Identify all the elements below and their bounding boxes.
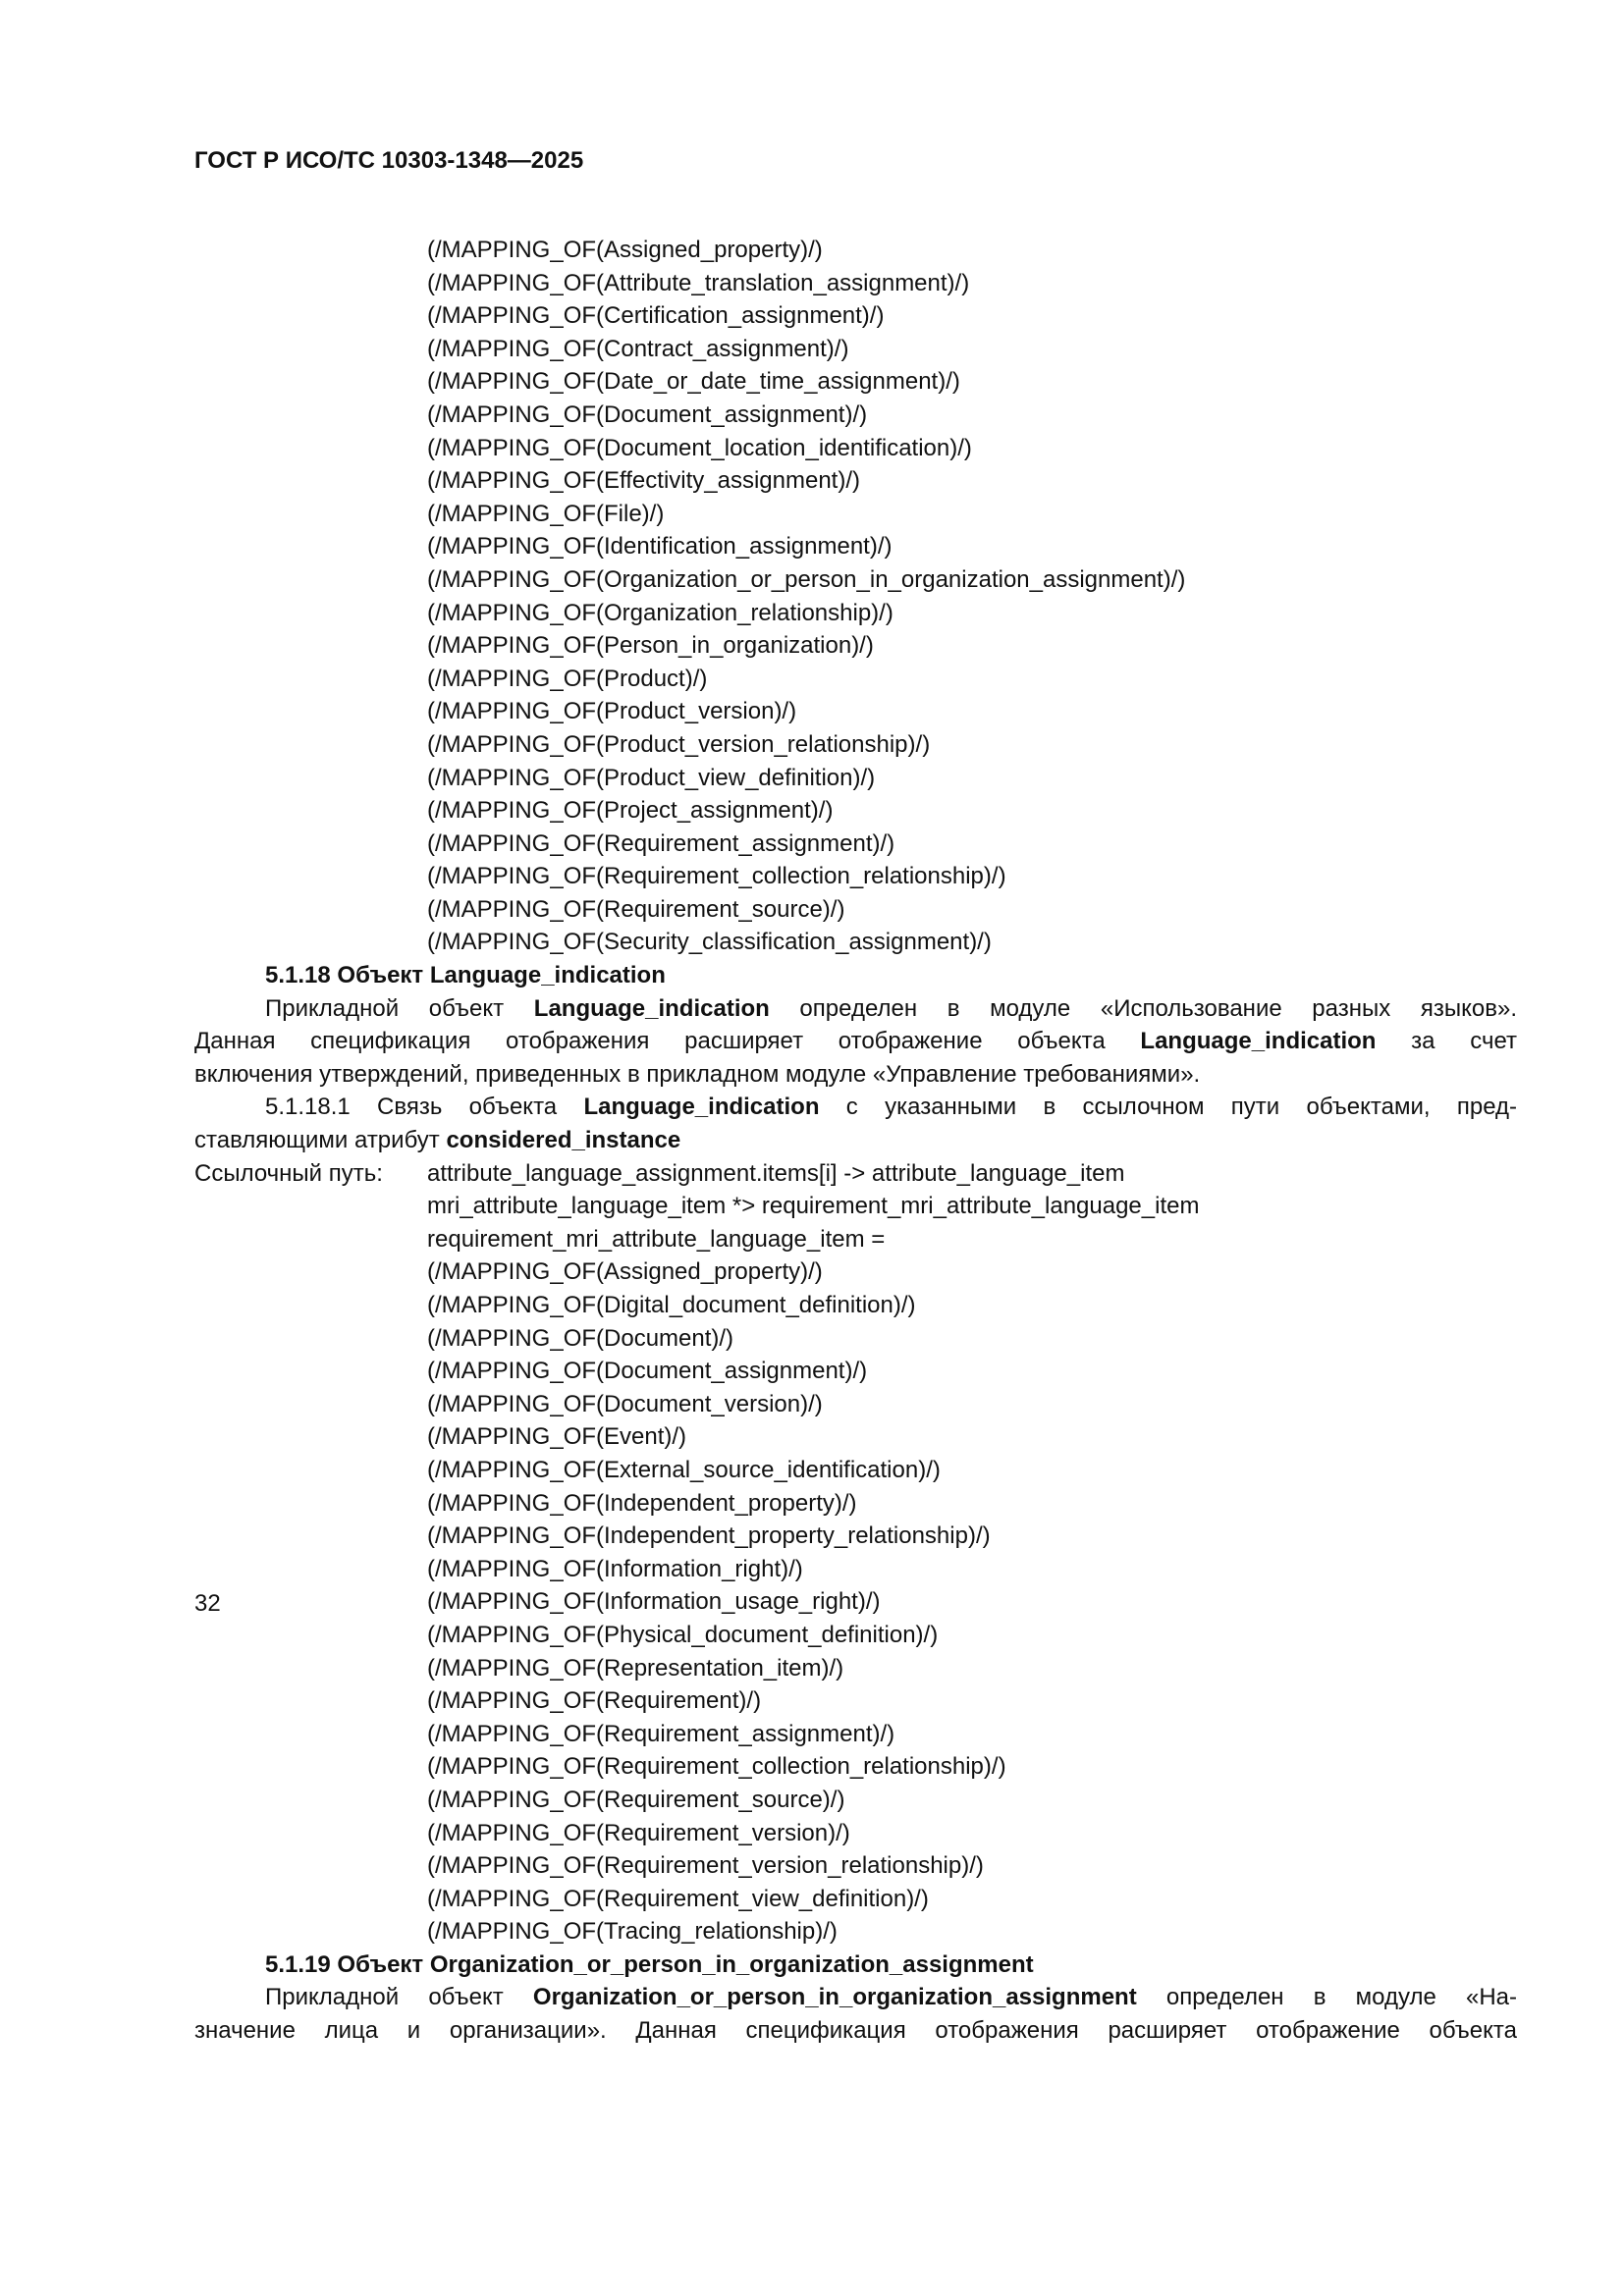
mapping-line: (/MAPPING_OF(Requirement_collection_relationship)/) xyxy=(427,1753,1006,1781)
reference-path-text: attribute_language_assignment.items[i] -> attribute_language_item xyxy=(427,1159,1125,1187)
mapping-line: (/MAPPING_OF(External_source_identification)/) xyxy=(427,1456,941,1483)
mapping-line: (/MAPPING_OF(Independent_property_relationship)/) xyxy=(427,1522,991,1550)
text-run: Прикладной объект xyxy=(265,1984,533,2011)
mapping-line: (/MAPPING_OF(Requirement_view_definition)/) xyxy=(427,1885,929,1912)
text-run: с указанными в ссылочном пути объектами, пред- xyxy=(819,1094,1517,1121)
text-run: 5.1.18.1 Связь объекта xyxy=(265,1094,584,1121)
paragraph-line xyxy=(194,1091,1517,1124)
mapping-line: (/MAPPING_OF(Digital_document_definition)/) xyxy=(427,1292,916,1318)
reference-path-line: mri_attribute_language_item *> requirement_mri_attribute_language_item xyxy=(427,1193,1200,1220)
bold-term: considered_instance xyxy=(446,1127,681,1154)
mapping-line: (/MAPPING_OF(Physical_document_definition)/) xyxy=(427,1621,939,1648)
section-heading: 5.1.19 Объект Organization_or_person_in_organization_assignment xyxy=(265,1950,1034,1978)
mapping-line: (/MAPPING_OF(Assigned_property)/) xyxy=(427,1258,823,1286)
paragraph-line xyxy=(194,1025,1517,1058)
text-run: за счет xyxy=(1376,1028,1517,1055)
mapping-line: (/MAPPING_OF(Product_version)/) xyxy=(427,698,797,725)
mapping-line: (/MAPPING_OF(Security_classification_assignment)/) xyxy=(427,929,992,956)
paragraph-line xyxy=(194,2014,1517,2048)
text-run: определен в модуле «На- xyxy=(1136,1984,1517,2011)
mapping-line: (/MAPPING_OF(Product)/) xyxy=(427,665,708,692)
bold-term: Language_indication xyxy=(533,994,770,1022)
paragraph-line xyxy=(194,992,1517,1026)
text-run: значение лица и организации». Данная спецификация отображения расширяет отображение объекта xyxy=(194,2017,1517,2045)
mapping-line: (/MAPPING_OF(Document_location_identification)/) xyxy=(427,434,972,461)
mapping-line: (/MAPPING_OF(Attribute_translation_assignment)/) xyxy=(427,269,970,296)
document-header: ГОСТ Р ИСО/ТС 10303-1348—2025 xyxy=(194,147,584,174)
mapping-line: (/MAPPING_OF(Organization_or_person_in_organization_assignment)/) xyxy=(427,565,1186,593)
page-number: 32 xyxy=(194,1590,221,1617)
bold-term: Language_indication xyxy=(583,1094,820,1121)
mapping-line: (/MAPPING_OF(Organization_relationship)/) xyxy=(427,599,893,626)
mapping-line: (/MAPPING_OF(Certification_assignment)/) xyxy=(427,302,885,330)
text-run: определен в модуле «Использование разных языков». xyxy=(769,994,1517,1022)
mapping-line: (/MAPPING_OF(Effectivity_assignment)/) xyxy=(427,467,860,495)
mapping-line: (/MAPPING_OF(Product_version_relationship)/) xyxy=(427,730,931,758)
mapping-line: (/MAPPING_OF(Document_assignment)/) xyxy=(427,1358,868,1385)
mapping-line: (/MAPPING_OF(Assigned_property)/) xyxy=(427,237,823,263)
reference-path-line: requirement_mri_attribute_language_item = xyxy=(427,1225,886,1253)
mapping-line: (/MAPPING_OF(Event)/) xyxy=(427,1423,687,1451)
paragraph-line xyxy=(194,1124,1517,1157)
section-heading: 5.1.18 Объект Language_indication xyxy=(265,962,666,989)
mapping-line: (/MAPPING_OF(Person_in_organization)/) xyxy=(427,632,874,660)
mapping-line: (/MAPPING_OF(Information_usage_right)/) xyxy=(427,1588,881,1616)
mapping-line: (/MAPPING_OF(Contract_assignment)/) xyxy=(427,335,849,362)
mapping-line: (/MAPPING_OF(Document_version)/) xyxy=(427,1390,823,1417)
mapping-line: (/MAPPING_OF(Project_assignment)/) xyxy=(427,797,834,825)
reference-path-label: Ссылочный путь: xyxy=(194,1159,383,1187)
text-run: Прикладной объект xyxy=(265,994,534,1022)
reference-path-line xyxy=(194,1157,1517,1191)
mapping-line: (/MAPPING_OF(Requirement_version)/) xyxy=(427,1819,850,1846)
mapping-line: (/MAPPING_OF(Product_view_definition)/) xyxy=(427,764,876,791)
mapping-line: (/MAPPING_OF(Requirement_source)/) xyxy=(427,895,845,923)
text-run: Данная спецификация отображения расширяет отображение объекта xyxy=(194,1028,1141,1055)
mapping-line: (/MAPPING_OF(Requirement_version_relationship)/) xyxy=(427,1852,984,1880)
document-body xyxy=(194,234,1517,2048)
mapping-line: (/MAPPING_OF(Tracing_relationship)/) xyxy=(427,1918,838,1946)
mapping-line: (/MAPPING_OF(Identification_assignment)/) xyxy=(427,533,893,561)
text-run: включения утверждений, приведенных в прикладном модуле «Управление требованиями». xyxy=(194,1060,1201,1088)
mapping-line: (/MAPPING_OF(Independent_property)/) xyxy=(427,1489,857,1517)
mapping-line: (/MAPPING_OF(Document)/) xyxy=(427,1324,734,1352)
text-run: ставляющими атрибут xyxy=(194,1127,447,1154)
mapping-line: (/MAPPING_OF(Information_right)/) xyxy=(427,1555,803,1582)
mapping-line: (/MAPPING_OF(Requirement)/) xyxy=(427,1687,762,1715)
mapping-line: (/MAPPING_OF(Document_assignment)/) xyxy=(427,400,868,428)
mapping-line: (/MAPPING_OF(File)/) xyxy=(427,500,665,527)
bold-term: Organization_or_person_in_organization_assignment xyxy=(532,1984,1137,2011)
paragraph-line xyxy=(194,1981,1517,2014)
mapping-line: (/MAPPING_OF(Requirement_assignment)/) xyxy=(427,1720,895,1747)
mapping-line: (/MAPPING_OF(Date_or_date_time_assignment)/) xyxy=(427,368,960,396)
mapping-line: (/MAPPING_OF(Requirement_collection_relationship)/) xyxy=(427,863,1006,890)
mapping-line: (/MAPPING_OF(Requirement_assignment)/) xyxy=(427,829,895,857)
mapping-line: (/MAPPING_OF(Representation_item)/) xyxy=(427,1654,844,1682)
bold-term: Language_indication xyxy=(1140,1028,1377,1055)
mapping-line: (/MAPPING_OF(Requirement_source)/) xyxy=(427,1786,845,1813)
paragraph-line xyxy=(194,1058,1517,1092)
